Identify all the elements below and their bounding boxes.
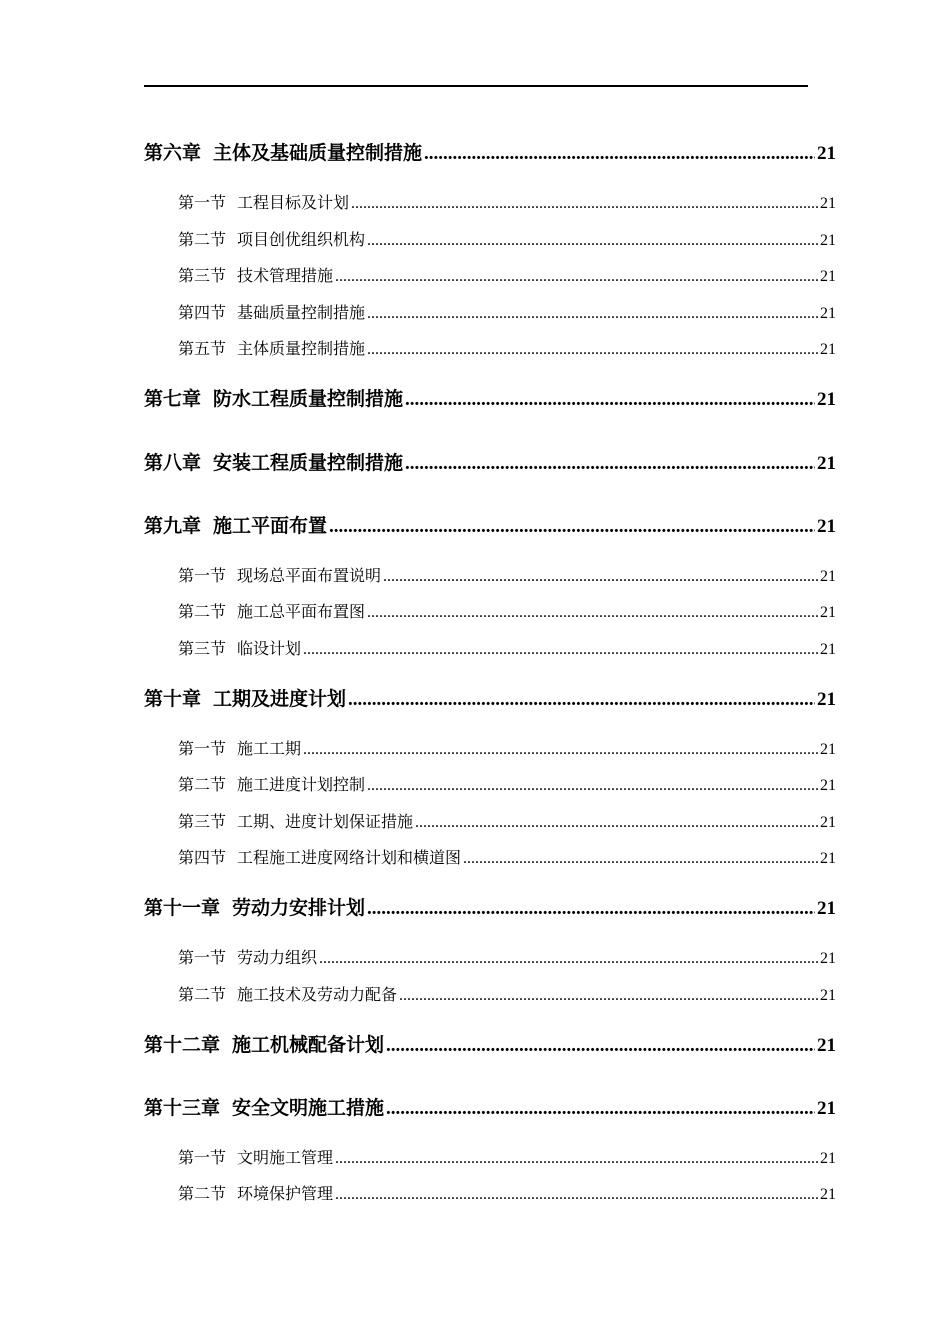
toc-page-number: 21 [820,987,836,1004]
toc-leader-dots [386,1035,815,1057]
toc-leader-dots [367,341,818,359]
toc-leader-dots [348,689,815,711]
toc-title: 施工平面布置 [213,515,328,537]
toc-number: 第一节 [178,739,227,758]
toc-leader-dots [383,568,818,586]
toc-title: 劳动力组织 [237,948,318,967]
toc-section[interactable] [178,190,836,213]
toc-page-number: 21 [817,898,836,919]
toc-number: 第一节 [178,948,227,967]
toc-number: 第十一章 [144,897,221,919]
toc-leader-dots [335,1186,818,1204]
toc-section[interactable] [178,563,836,586]
toc-number: 第一节 [178,1148,227,1167]
toc-title: 工程施工进度网络计划和横道图 [237,848,462,867]
toc-page-number: 21 [820,641,836,658]
toc-leader-dots [367,604,818,622]
toc-title: 环境保护管理 [237,1184,334,1203]
toc-section[interactable] [178,300,836,323]
toc-number: 第四节 [178,848,227,867]
toc-section[interactable] [178,809,836,832]
toc-leader-dots [367,777,818,795]
toc-page-number: 21 [820,604,836,621]
toc-number: 第十二章 [144,1034,221,1056]
toc-leader-dots [405,453,815,475]
toc-page-number: 21 [817,689,836,710]
toc-section[interactable] [178,736,836,759]
toc-number: 第十章 [144,688,202,710]
toc-number: 第五节 [178,339,227,358]
toc-title: 主体质量控制措施 [237,339,366,358]
toc-title: 安装工程质量控制措施 [213,452,404,474]
toc-section[interactable] [178,845,836,868]
toc-chapter[interactable] [144,1093,836,1120]
toc-number: 第十三章 [144,1097,221,1119]
toc-title: 工程目标及计划 [237,193,350,212]
toc-title: 技术管理措施 [237,266,334,285]
toc-leader-dots [367,898,815,920]
toc-chapter[interactable] [144,138,836,165]
toc-page-number: 21 [820,814,836,831]
toc-leader-dots [424,143,815,165]
toc-title: 施工机械配备计划 [232,1034,385,1056]
toc-page-number: 21 [820,232,836,249]
toc-chapter[interactable] [144,511,836,538]
toc-title: 工期、进度计划保证措施 [237,812,414,831]
toc-number: 第二节 [178,985,227,1004]
toc-number: 第四节 [178,303,227,322]
toc-number: 第三节 [178,639,227,658]
toc-section[interactable] [178,772,836,795]
header-rule [144,85,808,87]
toc-page-number: 21 [817,1035,836,1056]
toc-chapter[interactable] [144,448,836,475]
toc-title: 施工工期 [237,739,302,758]
toc-page-number: 21 [817,453,836,474]
toc-leader-dots [319,950,818,968]
toc-page-number: 21 [820,195,836,212]
toc-number: 第八章 [144,452,202,474]
toc-title: 防水工程质量控制措施 [213,388,404,410]
toc-section[interactable] [178,263,836,286]
toc-title: 文明施工管理 [237,1148,334,1167]
toc-title: 工期及进度计划 [213,688,347,710]
toc-title: 施工技术及劳动力配备 [237,985,398,1004]
toc-number: 第二节 [178,1184,227,1203]
toc-number: 第一节 [178,193,227,212]
toc-page-number: 21 [820,850,836,867]
toc-leader-dots [335,268,818,286]
toc-title: 安全文明施工措施 [232,1097,385,1119]
toc-title: 劳动力安排计划 [232,897,366,919]
toc-chapter[interactable] [144,684,836,711]
toc-page-number: 21 [820,305,836,322]
toc-page-number: 21 [820,1186,836,1203]
toc-section[interactable] [178,945,836,968]
toc-leader-dots [405,389,815,411]
toc-number: 第七章 [144,388,202,410]
toc-leader-dots [367,232,818,250]
toc-leader-dots [367,305,818,323]
toc-page-number: 21 [817,1098,836,1119]
toc-title: 施工总平面布置图 [237,602,366,621]
toc-page-number: 21 [820,268,836,285]
toc-leader-dots [303,641,818,659]
toc-title: 项目创优组织机构 [237,230,366,249]
toc-section[interactable] [178,599,836,622]
toc-section[interactable] [178,982,836,1005]
toc-leader-dots [329,516,815,538]
toc-number: 第二节 [178,775,227,794]
toc-page-number: 21 [820,950,836,967]
toc-number: 第二节 [178,230,227,249]
toc-leader-dots [335,1150,818,1168]
toc-title: 施工进度计划控制 [237,775,366,794]
toc-leader-dots [351,195,818,213]
toc-title: 临设计划 [237,639,302,658]
toc-title: 主体及基础质量控制措施 [213,142,423,164]
toc-page-number: 21 [820,741,836,758]
toc-number: 第三节 [178,812,227,831]
toc-number: 第三节 [178,266,227,285]
toc-page-number: 21 [820,341,836,358]
toc-page-number: 21 [820,777,836,794]
toc-title: 基础质量控制措施 [237,303,366,322]
toc-page-number: 21 [820,568,836,585]
toc-leader-dots [303,741,818,759]
toc-section[interactable] [178,1145,836,1168]
toc-page-number: 21 [817,389,836,410]
toc-chapter[interactable] [144,384,836,411]
toc-number: 第二节 [178,602,227,621]
toc-section[interactable] [178,227,836,250]
toc-page-number: 21 [817,516,836,537]
toc-number: 第九章 [144,515,202,537]
toc-leader-dots [415,814,818,832]
toc-section[interactable] [178,636,836,659]
toc-page-number: 21 [820,1150,836,1167]
toc-section[interactable] [178,336,836,359]
toc-chapter[interactable] [144,893,836,920]
toc-section[interactable] [178,1181,836,1204]
toc-number: 第一节 [178,566,227,585]
toc-chapter[interactable] [144,1030,836,1057]
toc-leader-dots [399,987,818,1005]
toc-title: 现场总平面布置说明 [237,566,382,585]
toc-leader-dots [386,1098,815,1120]
toc-number: 第六章 [144,142,202,164]
toc-leader-dots [463,850,818,868]
toc-page-number: 21 [817,143,836,164]
